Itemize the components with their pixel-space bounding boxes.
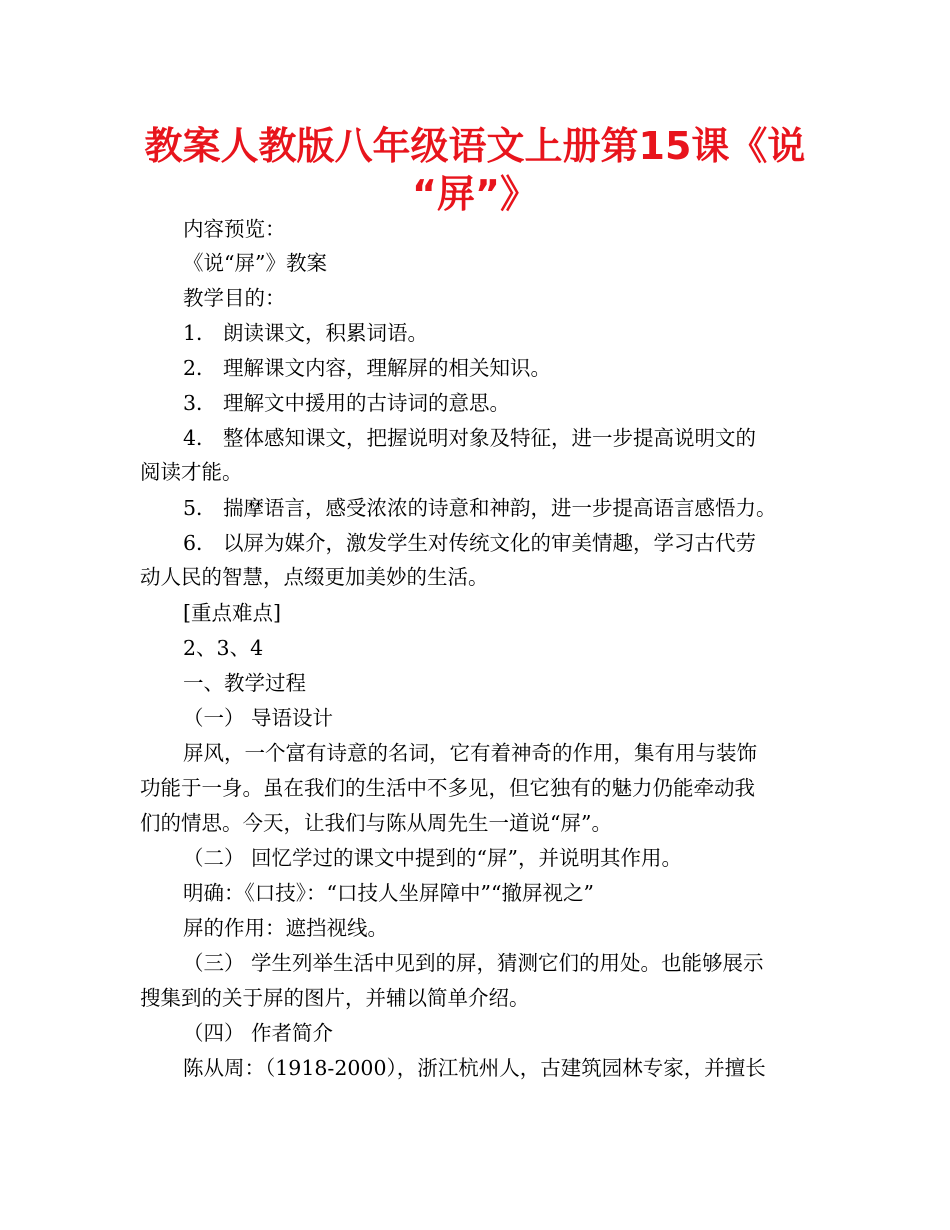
preview-label: 内容预览： [183, 217, 286, 241]
document-title-line2: “屏”》 [412, 172, 538, 216]
intro-paragraph-line3: 们的情思。今天，让我们与陈从周先生一道说“屏”。 [140, 811, 612, 835]
plan-heading: 《说“屏”》教案 [183, 251, 327, 275]
key-points-label: [重点难点] [183, 601, 281, 625]
objective-4: 4． 整体感知课文，把握说明对象及特征，进一步提高说明文的 [183, 426, 757, 450]
section-3-line1: （三） 学生列举生活中见到的屏，猜测它们的用处。也能够展示 [183, 951, 764, 975]
section-2-heading: （二） 回忆学过的课文中提到的“屏”，并说明其作用。 [183, 846, 682, 870]
section-1-heading: （一） 导语设计 [183, 706, 334, 730]
intro-paragraph-line1: 屏风，一个富有诗意的名词，它有着神奇的作用，集有用与装饰 [183, 741, 757, 765]
objective-3: 3． 理解文中援用的古诗词的意思。 [183, 391, 511, 415]
section-3-line2: 搜集到的关于屏的图片，并辅以简单介绍。 [140, 986, 530, 1010]
objective-4-cont: 阅读才能。 [140, 460, 243, 484]
objective-6-cont: 动人民的智慧，点缀更加美妙的生活。 [140, 565, 489, 589]
author-bio-line1: 陈从周：（1918-2000），浙江杭州人，古建筑园林专家，并擅长 [183, 1056, 766, 1080]
intro-paragraph-line2: 功能于一身。虽在我们的生活中不多见，但它独有的魅力仍能牵动我 [140, 776, 755, 800]
clarify-line: 明确：《口技》：“口技人坐屏障中”“撤屏视之” [183, 881, 594, 905]
document-title-line1: 教案人教版八年级语文上册第15课《说 [144, 124, 806, 168]
objective-6: 6． 以屏为媒介，激发学生对传统文化的审美情趣，学习古代劳 [183, 531, 757, 555]
section-4-heading: （四） 作者简介 [183, 1021, 334, 1045]
key-points-value: 2、3、4 [183, 636, 264, 660]
objective-2: 2． 理解课文内容，理解屏的相关知识。 [183, 356, 552, 380]
objective-1: 1． 朗读课文，积累词语。 [183, 321, 429, 345]
screen-function-line: 屏的作用：遮挡视线。 [183, 916, 388, 940]
objectives-label: 教学目的： [183, 286, 286, 310]
process-heading: 一、教学过程 [183, 671, 306, 695]
objective-5: 5． 揣摩语言，感受浓浓的诗意和神韵，进一步提高语言感悟力。 [183, 496, 777, 520]
